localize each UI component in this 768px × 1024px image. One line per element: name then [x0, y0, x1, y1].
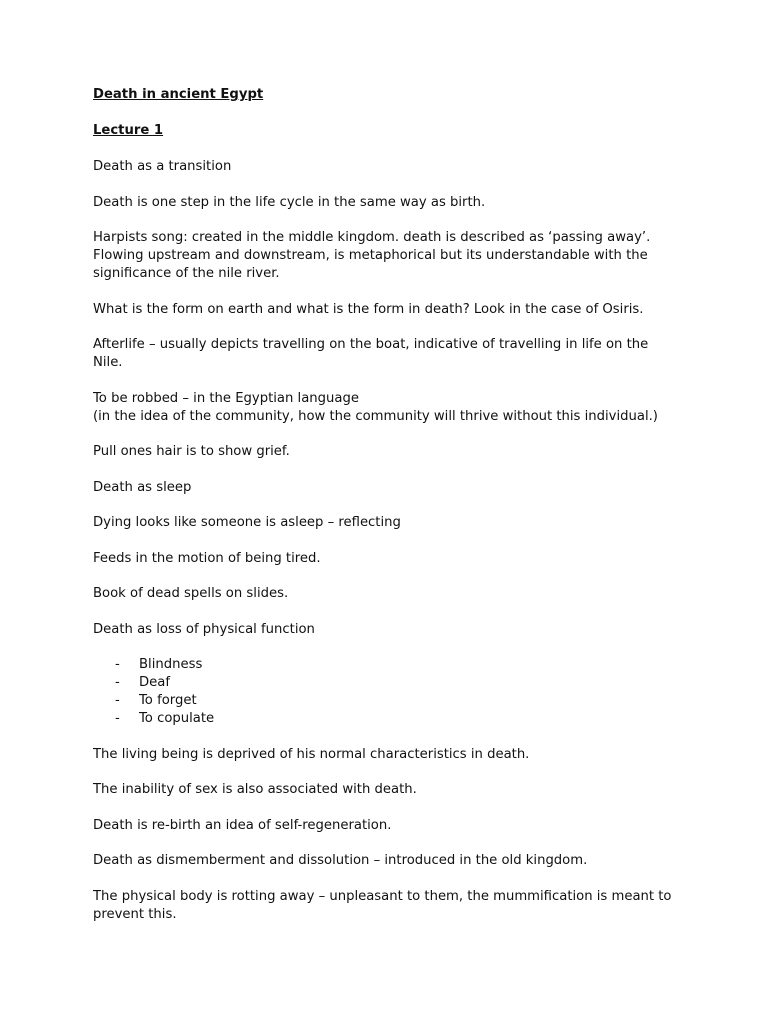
document-body [93, 86, 673, 941]
bullet-marker: - [115, 711, 120, 726]
bullet-marker: - [115, 675, 120, 690]
paragraph-death-sleep: Death as sleep [93, 479, 192, 495]
document-title: Death in ancient Egypt [93, 87, 264, 102]
paragraph-robbed-line-2: (in the idea of the community, how the community will thrive without this individual.) [93, 408, 658, 424]
paragraph-physical-function: Death as loss of physical function [93, 621, 315, 637]
paragraph-dismemberment: Death as dismemberment and dissolution – introduced in the old kingdom. [93, 853, 588, 868]
paragraph-mummification: The physical body is rotting away – unpleasant to them, the mummification is meant to prevent this. [93, 888, 672, 922]
paragraph-robbed [93, 390, 673, 426]
paragraph-afterlife: Afterlife – usually depicts travelling on the boat, indicative of travelling in life on the Nile. [93, 337, 649, 370]
paragraph-robbed-line-1: To be robbed – in the Egyptian language [93, 390, 359, 406]
bullet-list-physical-function [93, 656, 673, 728]
paragraph-rebirth: Death is re-birth an idea of self-regeneration. [93, 817, 392, 833]
paragraph-deprived: The living being is deprived of his normal characteristics in death. [93, 746, 530, 762]
paragraph-death-transition: Death as a transition [93, 159, 232, 174]
paragraph-life-cycle: Death is one step in the life cycle in the same way as birth. [93, 194, 486, 210]
paragraph-harpists-song: Harpists song: created in the middle kingdom. death is described as ‘passing away’. Flowing upstream and downstream, is metaphorical but its understandable with the significance of the nile river. [93, 230, 651, 281]
bullet-marker: - [115, 693, 120, 708]
bullet-marker: - [115, 657, 120, 672]
list-item [93, 656, 673, 674]
list-item-label: To forget [139, 693, 197, 708]
list-item-label: Blindness [139, 657, 203, 672]
lecture-heading: Lecture 1 [93, 123, 164, 138]
list-item [93, 692, 673, 710]
paragraph-grief: Pull ones hair is to show grief. [93, 444, 290, 459]
paragraph-book-of-dead: Book of dead spells on slides. [93, 586, 289, 601]
paragraph-inability: The inability of sex is also associated with death. [93, 782, 417, 797]
list-item [93, 674, 673, 692]
list-item [93, 710, 673, 728]
paragraph-asleep: Dying looks like someone is asleep – reflecting [93, 515, 401, 530]
paragraph-osiris: What is the form on earth and what is the form in death? Look in the case of Osiris. [93, 301, 644, 317]
list-item-label: To copulate [139, 711, 215, 726]
paragraph-tired: Feeds in the motion of being tired. [93, 550, 321, 566]
list-item-label: Deaf [139, 675, 170, 690]
